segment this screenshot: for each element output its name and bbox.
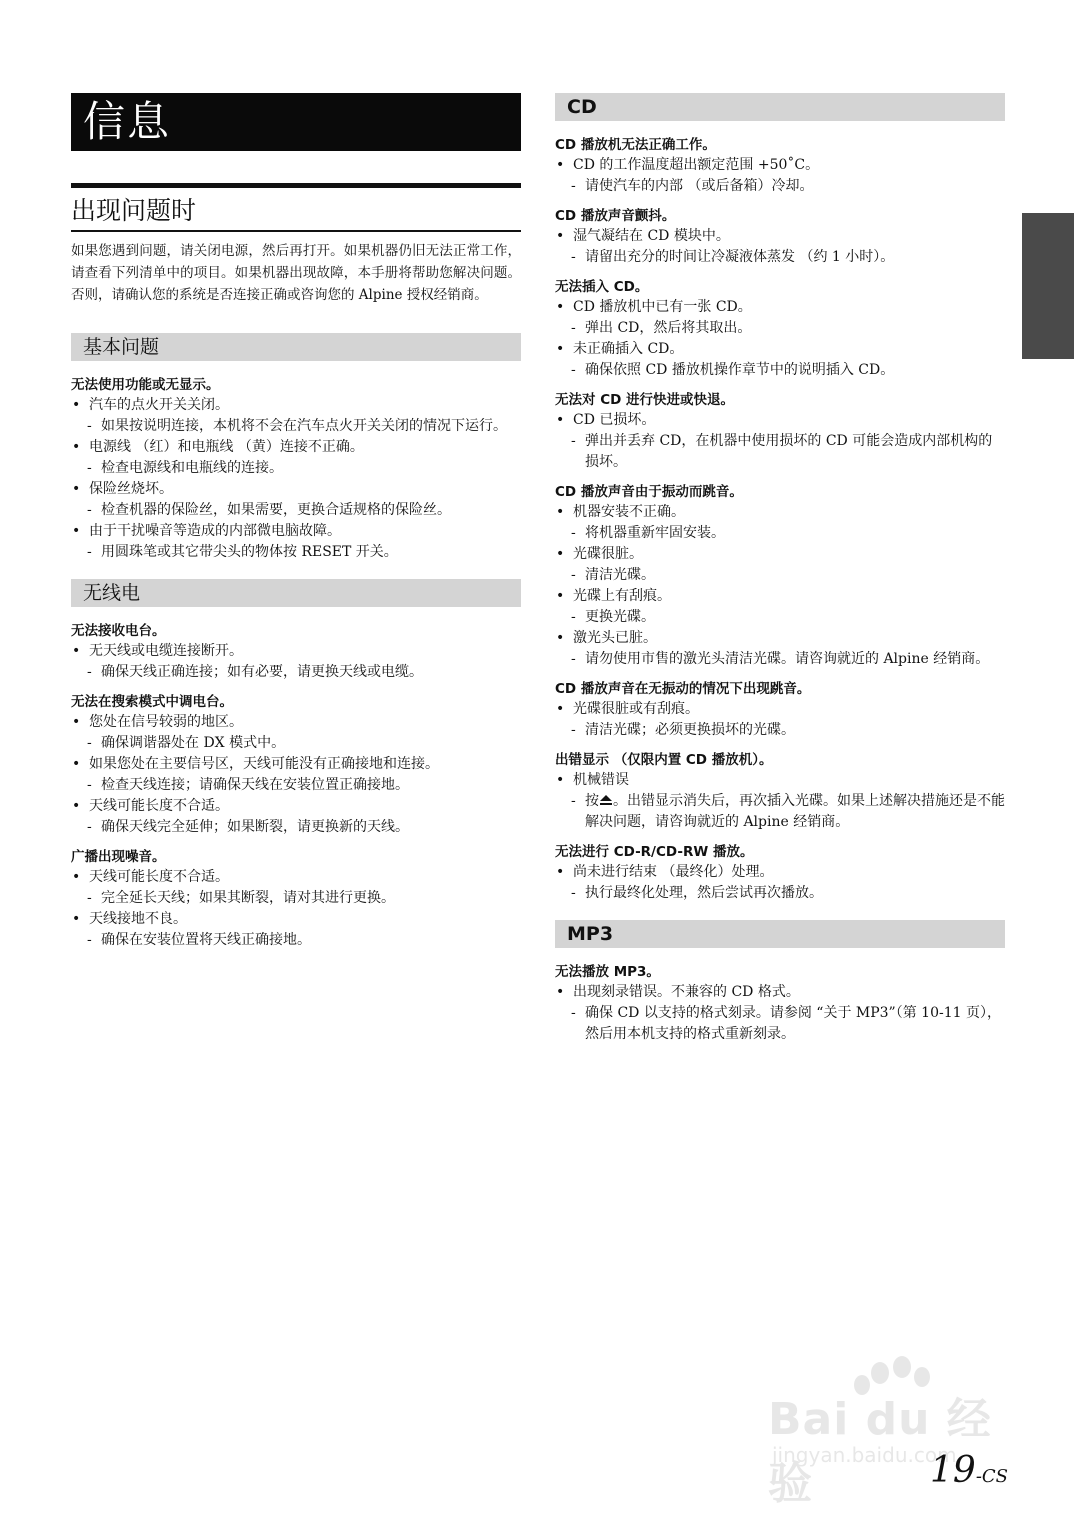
solution-item: - 确保天线完全延伸；如果断裂，请更换新的天线。 [71, 817, 521, 838]
solution-item: - 清洁光碟；必须更换损坏的光碟。 [555, 720, 1005, 741]
solution-item: - 检查电源线和电瓶线的连接。 [71, 458, 521, 479]
cause-item: • 天线接地不良。 [71, 909, 521, 930]
cause-item: • 湿气凝结在 CD 模块中。 [555, 226, 1005, 247]
category-section [71, 579, 521, 951]
category-section [71, 333, 521, 563]
cause-item: • 天线可能长度不合适。 [71, 796, 521, 817]
cause-item: • 如果您处在主要信号区，天线可能没有正确接地和连接。 [71, 754, 521, 775]
cause-item: • 机械错误 [555, 770, 1005, 791]
solution-item: - 执行最终化处理，然后尝试再次播放。 [555, 883, 1005, 904]
solution-item: - 清洁光碟。 [555, 565, 1005, 586]
solution-item: - 弹出并丢弃 CD，在机器中使用损坏的 CD 可能会造成内部机构的损坏。 [555, 431, 1005, 473]
solution-item: - 检查机器的保险丝，如果需要，更换合适规格的保险丝。 [71, 500, 521, 521]
cause-item: • 无天线或电缆连接断开。 [71, 641, 521, 662]
category-heading: CD [555, 93, 1005, 121]
solution-item: - 将机器重新牢固安装。 [555, 523, 1005, 544]
page-title: 信息 [71, 93, 521, 151]
solution-item: - 弹出 CD，然后将其取出。 [555, 318, 1005, 339]
solution-item: - 确保天线正确连接；如有必要，请更换天线或电缆。 [71, 662, 521, 683]
watermark-brand: Bai du 经验 [768, 1394, 992, 1509]
cause-item: • 出现刻录错误。不兼容的 CD 格式。 [555, 982, 1005, 1003]
solution-before: 按 [585, 793, 599, 809]
cause-item: • 天线可能长度不合适。 [71, 867, 521, 888]
solution-item: - 请留出充分的时间让冷凝液体蒸发 （约 1 小时）。 [555, 247, 1005, 268]
problem-heading: 无法接收电台。 [71, 623, 166, 639]
problem-heading: 广播出现噪音。 [71, 849, 166, 865]
category-heading: 无线电 [71, 579, 521, 607]
category-section [555, 93, 1005, 904]
cause-item: • 由于干扰噪音等造成的内部微电脑故障。 [71, 521, 521, 542]
cause-item: • CD 已损坏。 [555, 410, 1005, 431]
problem-heading: CD 播放声音颤抖。 [555, 208, 676, 224]
solution-after: 。出错显示消失后，再次插入光碟。如果上述解决措施还是不能解决问题，请咨询就近的 Alpine 经销商。 [585, 793, 1005, 830]
problem-heading: 无法对 CD 进行快进或快退。 [555, 392, 735, 408]
problem-heading: CD 播放机无法正确工作。 [555, 137, 716, 153]
cause-item: • 未正确插入 CD。 [555, 339, 1005, 360]
problem-heading: 出错显示 （仅限内置 CD 播放机）。 [555, 752, 773, 768]
cause-item: • 光碟上有刮痕。 [555, 586, 1005, 607]
cause-item: • 光碟很脏。 [555, 544, 1005, 565]
solution-item: - 确保 CD 以支持的格式刻录。请参阅 “关于 MP3”（第 10-11 页），然后用本机支持的格式重新刻录。 [555, 1003, 1005, 1045]
cause-item: • 机器安装不正确。 [555, 502, 1005, 523]
side-tab [1022, 213, 1074, 359]
category-section [555, 920, 1005, 1045]
problem-heading: 无法在搜索模式中调电台。 [71, 694, 233, 710]
solution-item: - 确保调谐器处在 DX 模式中。 [71, 733, 521, 754]
solution-item: - 确保依照 CD 播放机操作章节中的说明插入 CD。 [555, 360, 1005, 381]
cause-item: • CD 的工作温度超出额定范围 +50˚C。 [555, 155, 1005, 176]
solution-item: - 完全延长天线；如果其断裂，请对其进行更换。 [71, 888, 521, 909]
problem-heading: CD 播放声音在无振动的情况下出现跳音。 [555, 681, 811, 697]
cause-item: • 汽车的点火开关关闭。 [71, 395, 521, 416]
cause-item: • 尚未进行结束 （最终化）处理。 [555, 862, 1005, 883]
solution-item: - 请勿使用市售的激光头清洁光碟。请咨询就近的 Alpine 经销商。 [555, 649, 1005, 670]
problem-heading: 无法播放 MP3。 [555, 964, 660, 980]
problem-heading: 无法进行 CD-R/CD-RW 播放。 [555, 844, 754, 860]
cause-item: • 保险丝烧坏。 [71, 479, 521, 500]
problem-heading: 无法使用功能或无显示。 [71, 377, 220, 393]
solution-item: - 如果按说明连接，本机将不会在汽车点火开关关闭的情况下运行。 [71, 416, 521, 437]
right-sections [555, 93, 1005, 1061]
left-sections [71, 333, 521, 967]
solution-item: - 更换光碟。 [555, 607, 1005, 628]
eject-icon [599, 794, 613, 806]
page-number: 19-CS [930, 1450, 1008, 1491]
cause-item: • CD 播放机中已有一张 CD。 [555, 297, 1005, 318]
problem-heading: 无法插入 CD。 [555, 279, 649, 295]
solution-item [555, 791, 1005, 833]
cause-item: • 电源线 （红）和电瓶线 （黄）连接不正确。 [71, 437, 521, 458]
watermark-url: jingyan.baidu.com [772, 1443, 957, 1467]
section-heading: 出现问题时 [71, 183, 521, 232]
solution-item: - 确保在安装位置将天线正确接地。 [71, 930, 521, 951]
cause-item: • 您处在信号较弱的地区。 [71, 712, 521, 733]
solution-item: - 请使汽车的内部 （或后备箱）冷却。 [555, 176, 1005, 197]
cause-item: • 光碟很脏或有刮痕。 [555, 699, 1005, 720]
category-heading: MP3 [555, 920, 1005, 948]
problem-heading: CD 播放声音由于振动而跳音。 [555, 484, 743, 500]
category-heading: 基本问题 [71, 333, 521, 361]
solution-item: - 检查天线连接；请确保天线在安装位置正确接地。 [71, 775, 521, 796]
cause-item: • 激光头已脏。 [555, 628, 1005, 649]
solution-item: - 用圆珠笔或其它带尖头的物体按 RESET 开关。 [71, 542, 521, 563]
intro-paragraph: 如果您遇到问题，请关闭电源，然后再打开。如果机器仍旧无法正常工作，请查看下列清单中的项目。如果机器出现故障，本手册将帮助您解决问题。否则，请确认您的系统是否连接正确或咨询您的 Alpine 授权经销商。 [71, 243, 521, 303]
